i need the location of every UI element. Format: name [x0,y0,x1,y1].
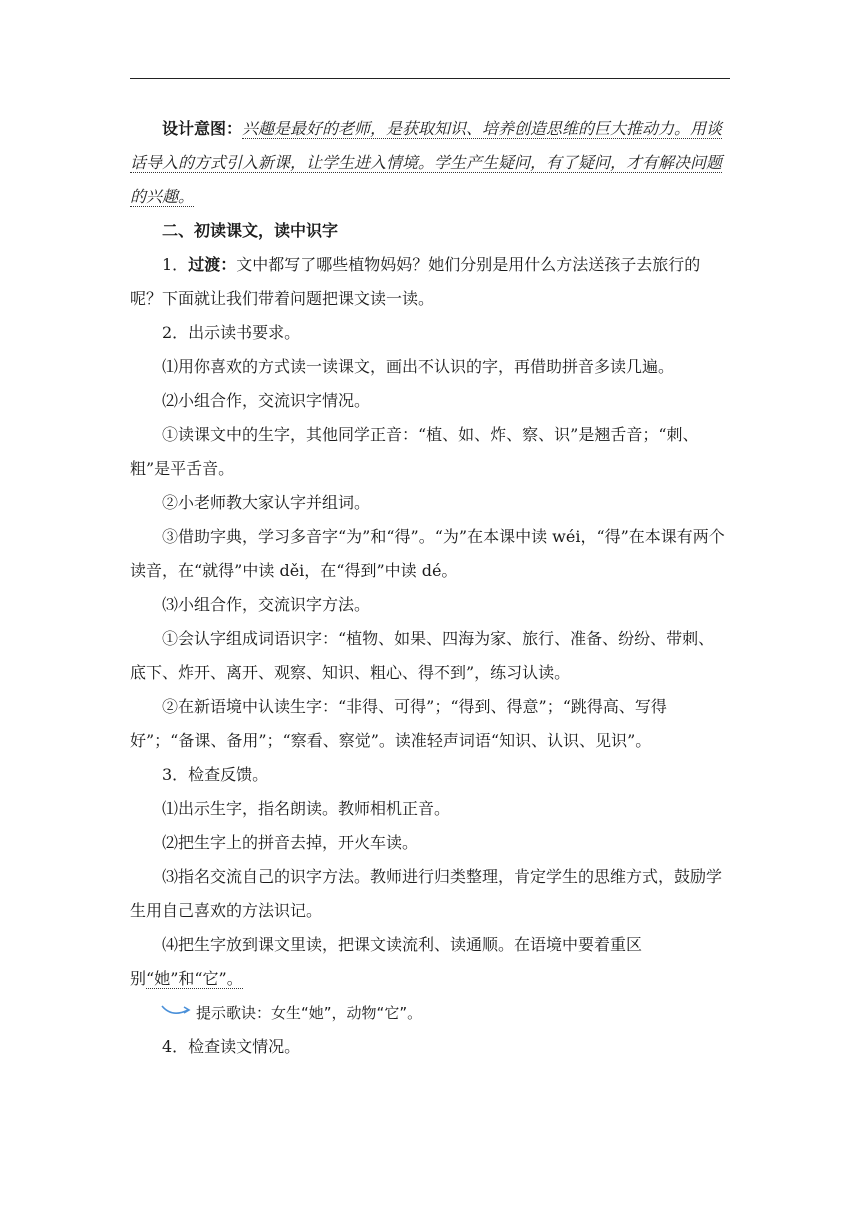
paragraph-text: ⑷把生字放到课文里读，把课文读流利、读通顺。在语境中要着重区别 [130,935,643,988]
transition-label: 过渡： [188,255,237,274]
paragraph-check-feedback: 3．检查反馈。 [162,765,269,784]
paragraph-item [130,928,730,996]
paragraph-item: ②在新语境中认读生字：“非得、可得”；“得到、得意”；“跳得高、写得好”；“备课、备用”；“察看、察觉”。读准轻声词语“知识、认识、见识”。 [130,697,667,750]
paragraph-item: ⑵小组合作，交流识字情况。 [162,391,371,410]
transition-text: 文中都写了哪些植物妈妈？她们分别是用什么方法送孩子去旅行的呢？下面就让我们带着问题把课文读一读。 [130,255,701,308]
header-rule [130,78,730,79]
paragraph-item: ②小老师教大家认字并组词。 [162,493,371,512]
document-body [130,112,730,1064]
paragraph-item: ⑶指名交流自己的识字方法。教师进行归类整理，肯定学生的思维方式，鼓励学生用自己喜欢的方法识记。 [130,867,723,920]
paragraph-item: ①会认字组成词语识字：“植物、如果、四海为家、旅行、准备、纷纷、带刺、底下、炸开、离开、观察、知识、粗心、得不到”，练习认读。 [130,629,715,682]
paragraph-item: ⑴用你喜欢的方式读一读课文，画出不认识的字，再借助拼音多读几遍。 [162,357,675,376]
design-intent-text: 兴趣是最好的老师，是获取知识、培养创造思维的巨大推动力。用谈话导入的方式引入新课，让学生进入情境。学生产生疑问，有了疑问，才有解决问题的兴趣。 [130,119,723,206]
tip-rhyme [130,996,730,1030]
curved-arrow-icon [160,1000,194,1020]
paragraph-item: ⑵把生字上的拼音去掉，开火车读。 [162,833,419,852]
paragraph-reading-requirements: 2．出示读书要求。 [162,323,301,342]
underlined-pronouns: “她”和“它”。 [146,969,243,988]
design-intent-label: 设计意图： [162,119,243,138]
paragraph-transition [130,248,730,316]
paragraph-item: ⑴出示生字，指名朗读。教师相机正音。 [162,799,451,818]
tip-text: 提示歌诀：女生“她”，动物“它”。 [196,1004,423,1022]
paragraph-item: ③借助字典，学习多音字“为”和“得”。“为”在本课中读 wéi，“得”在本课有两个读音，在“就得”中读 děi，在“得到”中读 dé。 [130,527,725,580]
section-heading: 二、初读课文，读中识字 [162,221,339,240]
paragraph-check-reading: 4．检查读文情况。 [162,1037,301,1056]
paragraph-item: ①读课文中的生字，其他同学正音：“植、如、炸、察、识”是翘舌音；“刺、粗”是平舌音。 [130,425,699,478]
design-intent [130,112,730,214]
paragraph-number: 1． [162,255,189,274]
paragraph-item: ⑶小组合作，交流识字方法。 [162,595,371,614]
